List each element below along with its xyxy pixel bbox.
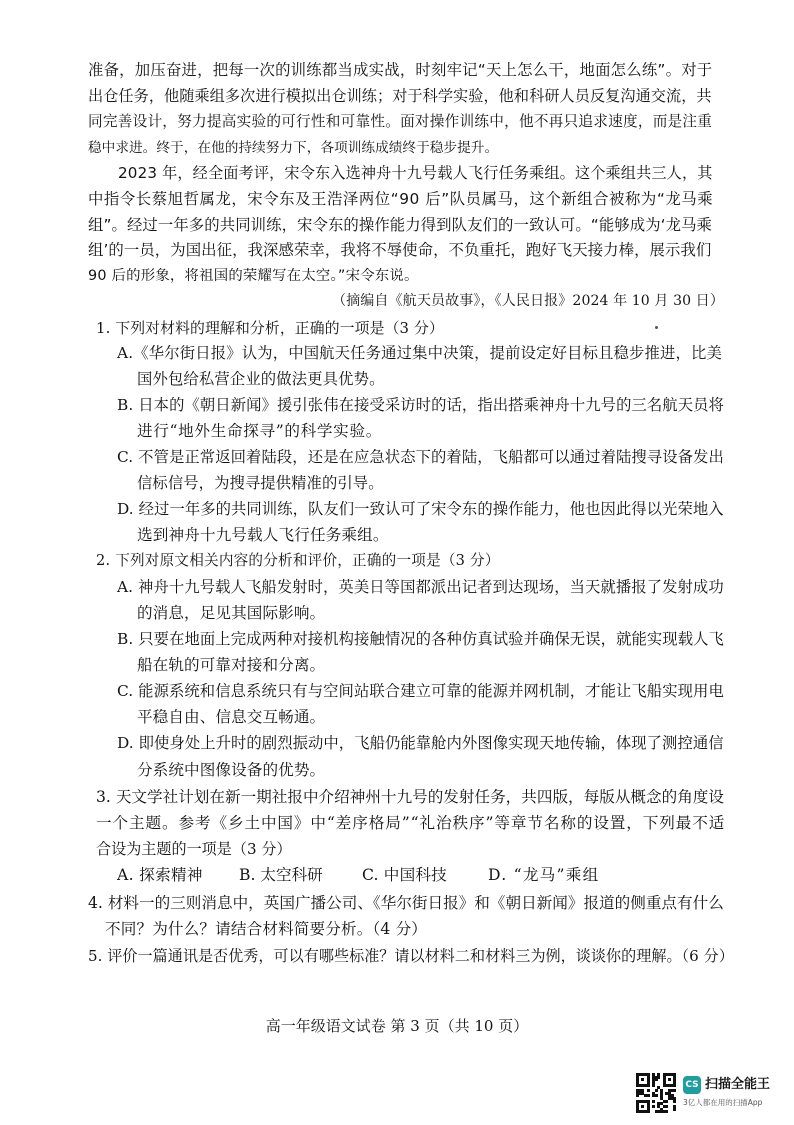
- text-line: 组”。经过一年多的共同训练，宋令东的操作能力得到队友们的一致认可。“能够成为‘龙马乘: [88, 216, 713, 234]
- qr-module: [655, 1078, 658, 1081]
- qr-module: [673, 1108, 676, 1111]
- text-line: 90 后的形象，将祖国的荣耀写在太空。”宋令东说。: [88, 268, 419, 284]
- camscanner-logo-icon: CS: [683, 1076, 701, 1094]
- qr-module: [641, 1105, 644, 1108]
- camscanner-name: 扫描全能王: [705, 1077, 771, 1092]
- text-line: 稳中求进。终于，在他的持续努力下，各项训练成绩终于稳步提升。: [88, 140, 499, 156]
- qr-module: [652, 1100, 655, 1103]
- text-line: 中指令长蔡旭哲属龙，宋令东及王浩泽两位“90 后”队员属马，这个新组合被称为“龙马乘: [88, 190, 714, 208]
- qr-module: [647, 1094, 650, 1097]
- scan-speck: [655, 326, 658, 329]
- text-line: B. 只要在地面上完成两种对接机构接触情况的各种仿真试验并确保无误，就能实现载人飞: [117, 630, 724, 648]
- text-line: 组’的一员，为国出征，我深感荣幸，我将不辱使命，不负重托，跑好飞天接力棒，展示我们: [88, 241, 712, 259]
- text-line: D. “龙马”乘组: [488, 866, 600, 884]
- qr-module: [652, 1105, 655, 1108]
- qr-module: [673, 1084, 676, 1087]
- text-line: 2023 年，经全面考评，宋令东入选神舟十九号载人飞行任务乘组。这个乘组共三人，其: [118, 164, 713, 182]
- qr-module: [665, 1100, 668, 1103]
- qr-module: [673, 1089, 676, 1092]
- text-line: 选到神舟十九号载人飞行任务乘组。: [137, 526, 389, 544]
- text-line: 一个主题。参考《乡土中国》中“差序格局”“礼治秩序”等章节名称的设置，下列最不适: [96, 814, 726, 832]
- qr-module: [647, 1110, 650, 1113]
- text-line: 同完善设计，努力提高实验的可行性和可靠性。面对操作训练中，他不再只追求速度，而是注重: [88, 113, 713, 130]
- text-line: 平稳自由、信息交互畅通。: [137, 708, 326, 726]
- text-line: 不同？为什么？请结合材料简要分析。（4 分）: [105, 920, 428, 938]
- qr-module: [668, 1078, 671, 1081]
- qr-module: [655, 1089, 658, 1092]
- qr-module: [647, 1089, 650, 1092]
- text-line: D. 即使身处上升时的剧烈振动中，飞船仍能靠舱内外图像实现天地传输，体现了测控通信: [117, 734, 724, 752]
- page-footer: 高一年级语文试卷 第 3 页（共 10 页）: [265, 1017, 529, 1035]
- text-line: 准备，加压奋进，把每一次的训练都当成实战，时刻牢记“天上怎么干，地面怎么练”。对于: [88, 61, 713, 79]
- text-line: D. 经过一年多的共同训练，队友们一致认可了宋令东的操作能力，他也因此得以光荣地入: [117, 500, 724, 518]
- text-line: 4. 材料一的三则消息中，英国广播公司、《华尔街日报》和《朝日新闻》报道的侧重点有什么: [88, 894, 724, 912]
- text-line: 1. 下列对材料的理解和分析，正确的一项是（3 分）: [96, 319, 444, 337]
- text-line: 2. 下列对原文相关内容的分析和评价，正确的一项是（3 分）: [96, 552, 500, 569]
- text-line: A.《华尔街日报》认为，中国航天任务通过集中决策，提前设定好目标且稳步推进，比美: [117, 344, 723, 362]
- text-line: C. 不管是正常返回着陆段，还是在应急状态下的着陆，飞船都可以通过着陆搜寻设备发出: [117, 448, 724, 466]
- qr-code-icon: [636, 1073, 676, 1113]
- text-line: 的消息，足见其国际影响。: [137, 604, 326, 622]
- text-line: 进行“地外生命探寻”的科学实验。: [137, 422, 382, 440]
- text-line: A. 神舟十九号载人飞船发射时，英美日等国都派出记者到达现场，当天就播报了发射成功: [117, 578, 724, 596]
- text-line: 分系统中图像设备的优势。: [137, 761, 326, 779]
- text-line: 国外包给私营企业的做法更具优势。: [137, 370, 385, 388]
- text-line: A. 探索精神: [117, 866, 203, 884]
- text-line: C. 中国科技: [362, 866, 447, 884]
- text-line: 3. 天文学社计划在新一期社报中介绍神州十九号的发射任务，共四版，每版从概念的角度设: [96, 788, 724, 806]
- text-line: B. 日本的《朝日新闻》援引张伟在接受采访时的话，指出搭乘神舟十九号的三名航天员将: [117, 396, 724, 414]
- text-line: 合设为主题的一项是（3 分）: [96, 840, 292, 858]
- text-line: 船在轨的可靠对接和分离。: [137, 656, 326, 674]
- qr-module: [636, 1094, 639, 1097]
- qr-module: [657, 1076, 660, 1079]
- qr-module: [641, 1078, 644, 1081]
- qr-module: [673, 1100, 676, 1103]
- qr-module: [655, 1094, 658, 1097]
- qr-module: [665, 1105, 668, 1108]
- text-line: C. 能源系统和信息系统只有与空间站联合建立可靠的能源并网机制，才能让飞船实现用电: [117, 682, 724, 700]
- qr-module: [665, 1110, 668, 1113]
- text-line: （摘编自《航天员故事》，《人民日报》2024 年 10 月 30 日）: [332, 293, 724, 309]
- text-line: B. 太空科研: [239, 866, 323, 884]
- camscanner-tagline: 3亿人都在用的扫描App: [683, 1098, 763, 1107]
- qr-module: [652, 1084, 655, 1087]
- qr-module: [647, 1084, 650, 1087]
- text-line: 出仓任务，他随乘组多次进行模拟出仓训练；对于科学实验，他和科研人员反复沟通交流，共: [88, 87, 712, 105]
- text-line: 信标信号，为搜寻提供精准的引导。: [137, 474, 384, 492]
- text-line: 5. 评价一篇通讯是否优秀，可以有哪些标准？请以材料二和材料三为例，谈谈你的理解。（6 分）: [88, 947, 734, 965]
